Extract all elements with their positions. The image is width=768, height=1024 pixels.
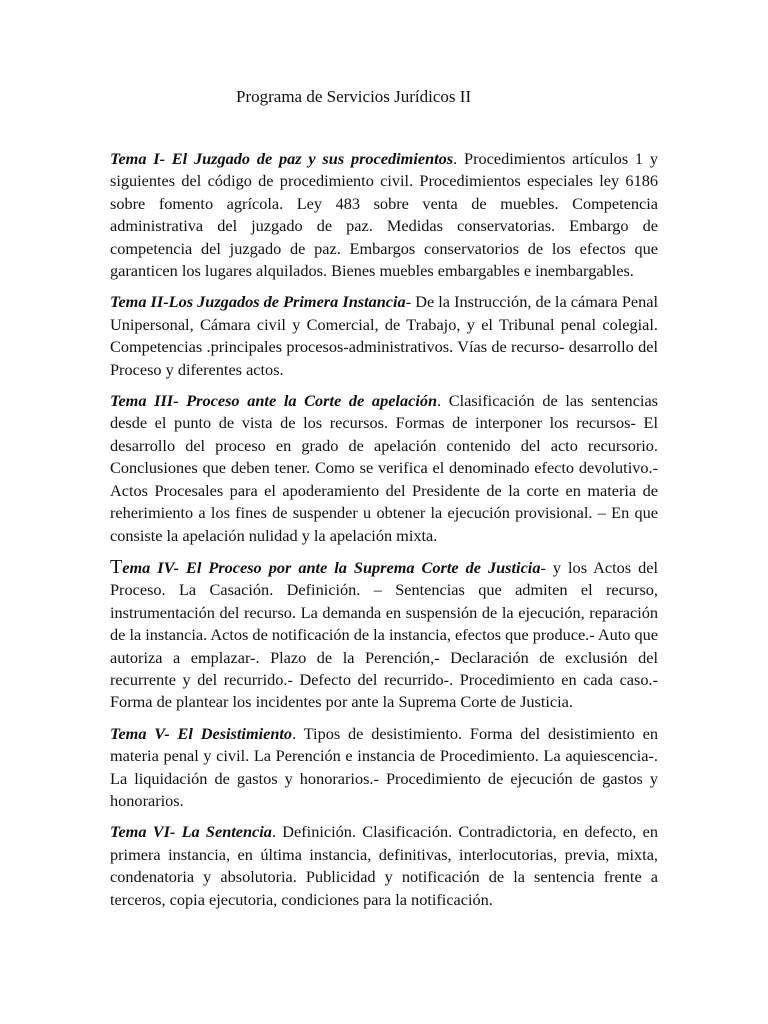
section-tema-4 [110, 556, 658, 714]
section-text: . Procedimientos artículos 1 y siguientes del código de procedimiento civil. Procedimientos especiales ley 6186 sobre fomento agrícola. Ley 483 sobre venta de muebles. Competencia administrativa del juzgado de paz. Medidas conservatorias. Embargo de competencia del juzgado de paz. Embargos conservatorios de los efectos que garanticen los lugares alquilados. Bienes muebles embargables e inembargables. [110, 149, 659, 281]
section-text: - y los Actos del Proceso. La Casación. Definición. – Sentencias que admiten el recurso, instrumentación del recurso. La demanda en suspensión de la ejecución, reparación de la instancia. Actos de notificación de la instancia, efectos que produce.- Auto que autoriza a emplazar-. Plazo de la Perención,- Declaración de exclusión del recurrente y del recurrido.- Defecto del recurrido-. Procedimiento en cada caso.- Forma de plantear los incidentes por ante la Suprema Corte de Justicia. [110, 557, 659, 712]
section-tema-5 [110, 723, 658, 813]
section-tema-1 [110, 148, 658, 282]
document-body [110, 148, 658, 920]
section-heading: Tema V- El Desistimiento [110, 723, 293, 743]
section-text: . Definición. Clasificación. Contradictoria, en defecto, en primera instancia, en última instancia, definitivas, interlocutorias, previa, mixta, condenatoria y absolutoria. Publicidad y notificación de la sentencia frente a terceros, copia ejecutoria, condiciones para la notificación. [110, 822, 658, 909]
section-heading: Tema II-Los Juzgados de Primera Instancia [110, 292, 406, 312]
section-tema-2 [110, 291, 658, 381]
section-text: . Clasificación de las sentencias desde el punto de vista de los recursos. Formas de interponer los recursos- El desarrollo del proceso en grado de apelación contenido del acto recursorio. Conclusiones que deben tener. Como se verifica el denominado efecto devolutivo.- Actos Procesales para el apoderamiento del Presidente de la corte en materia de reherimiento a los fines de suspender u obtener la ejecución provisional. – En que consiste la apelación nulidad y la apelación mixta. [110, 391, 659, 545]
section-heading-initial: T [110, 555, 123, 578]
section-tema-3 [110, 390, 658, 547]
section-heading: Tema I- El Juzgado de paz y sus procedimientos [110, 149, 454, 168]
document-title: Programa de Servicios Jurídicos II [236, 87, 472, 106]
section-heading: Tema III- Proceso ante la Corte de apelación [110, 391, 438, 411]
section-tema-6 [110, 821, 658, 911]
section-text: - De la Instrucción, de la cámara Penal Unipersonal, Cámara civil y Comercial, de Trabajo, y el Tribunal penal colegial. Competencias .principales procesos-administrativos. Vías de recurso- desarrollo del Proceso y diferentes actos. [110, 292, 658, 379]
section-text: . Tipos de desistimiento. Forma del desistimiento en materia penal y civil. La Perención e instancia de Procedimiento. La aquiescencia-. La liquidación de gastos y honorarios.- Procedimiento de ejecución de gastos y honorarios. [110, 723, 658, 810]
section-heading: ema IV- El Proceso por ante la Suprema Corte de Justicia [122, 557, 541, 577]
section-heading: Tema VI- La Sentencia [110, 822, 272, 842]
